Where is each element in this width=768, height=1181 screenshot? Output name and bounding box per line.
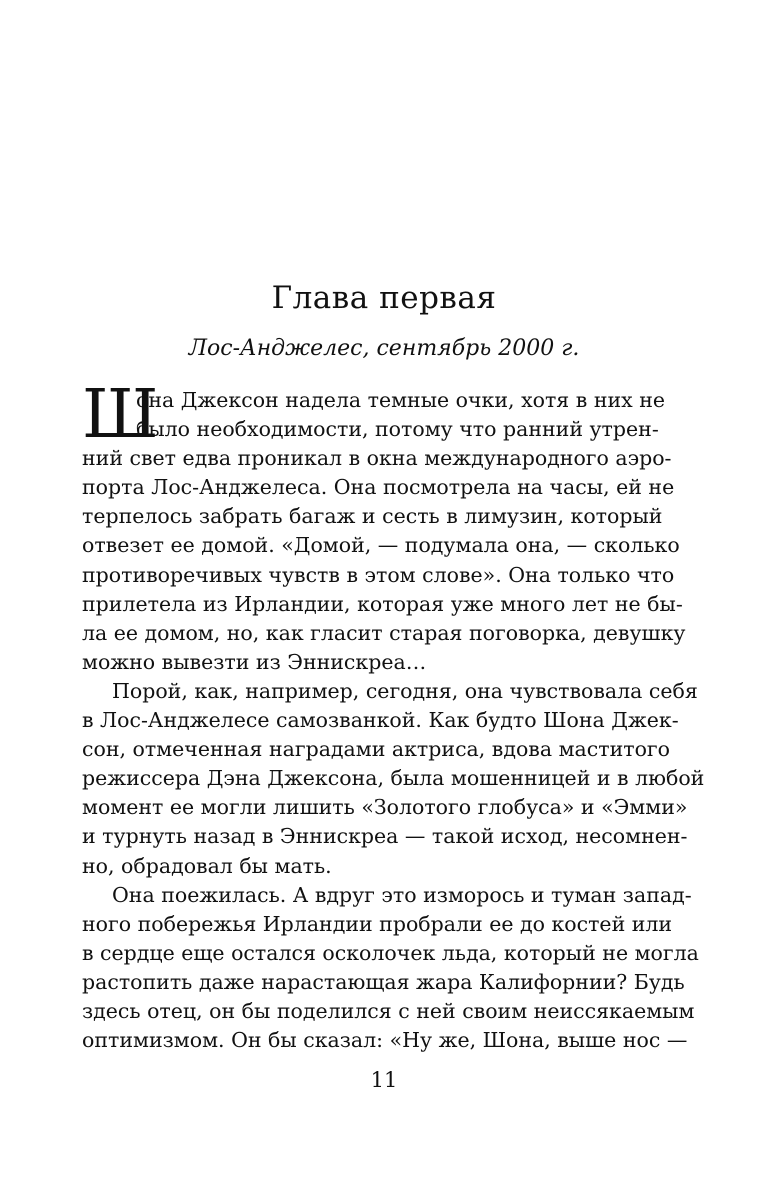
chapter-subtitle: Лос-Анджелес, сентябрь 2000 г. [188, 336, 580, 361]
text-line: порта Лос-Анджелеса. Она посмотрела на часы, ей не [82, 475, 675, 500]
text-line: ного побережья Ирландии пробрали ее до костей или [82, 911, 673, 936]
text-line: и турнуть назад в Эннискреа — такой исход, несомнен- [82, 824, 688, 849]
text-line: сон, отмеченная наградами актриса, вдова маститого [82, 737, 671, 762]
text-line: момент ее могли лишить «Золотого глобуса» и «Эмми» [82, 795, 688, 820]
text-line: оптимизмом. Он бы сказал: «Ну же, Шона, выше нос — [82, 1028, 688, 1053]
text-line: Она поежилась. А вдруг это изморось и туман запад- [112, 882, 692, 907]
chapter-title: Глава первая [271, 280, 497, 316]
text-line: противоречивых чувств в этом слове». Она только что [82, 562, 675, 587]
text-line: ла ее домом, но, как гласит старая поговорка, девушку [82, 620, 686, 645]
text-line: прилетела из Ирландии, которая уже много лет не бы- [82, 591, 683, 616]
drop-cap: Ш [82, 375, 159, 453]
text-line: ний свет едва проникал в окна международного аэро- [82, 446, 672, 471]
text-line: было необходимости, потому что ранний утрен- [136, 417, 659, 442]
text-line: но, обрадовал бы мать. [82, 853, 332, 878]
text-line: здесь отец, он бы поделился с ней своим неиссякаемым [82, 998, 695, 1023]
text-line: Порой, как, например, сегодня, она чувствовала себя [112, 678, 698, 703]
text-line: она Джексон надела темные очки, хотя в них не [136, 388, 666, 412]
text-line: можно вывезти из Эннискреа… [82, 649, 427, 674]
text-line: растопить даже нарастающая жара Калифорнии? Будь [82, 969, 685, 994]
text-line: режиссера Дэна Джексона, была мошенницей и в любой [82, 766, 705, 791]
body-text [82, 375, 705, 1055]
text-line: отвезет ее домой. «Домой, — подумала она, — сколько [82, 533, 680, 558]
text-line: в сердце еще остался осколочек льда, который не могла [82, 940, 699, 965]
text-line: в Лос-Анджелесе самозванкой. Как будто Шона Джек- [82, 708, 679, 733]
page-number: 11 [370, 1068, 398, 1092]
text-line: терпелось забрать багаж и сесть в лимузин, который [82, 504, 663, 529]
